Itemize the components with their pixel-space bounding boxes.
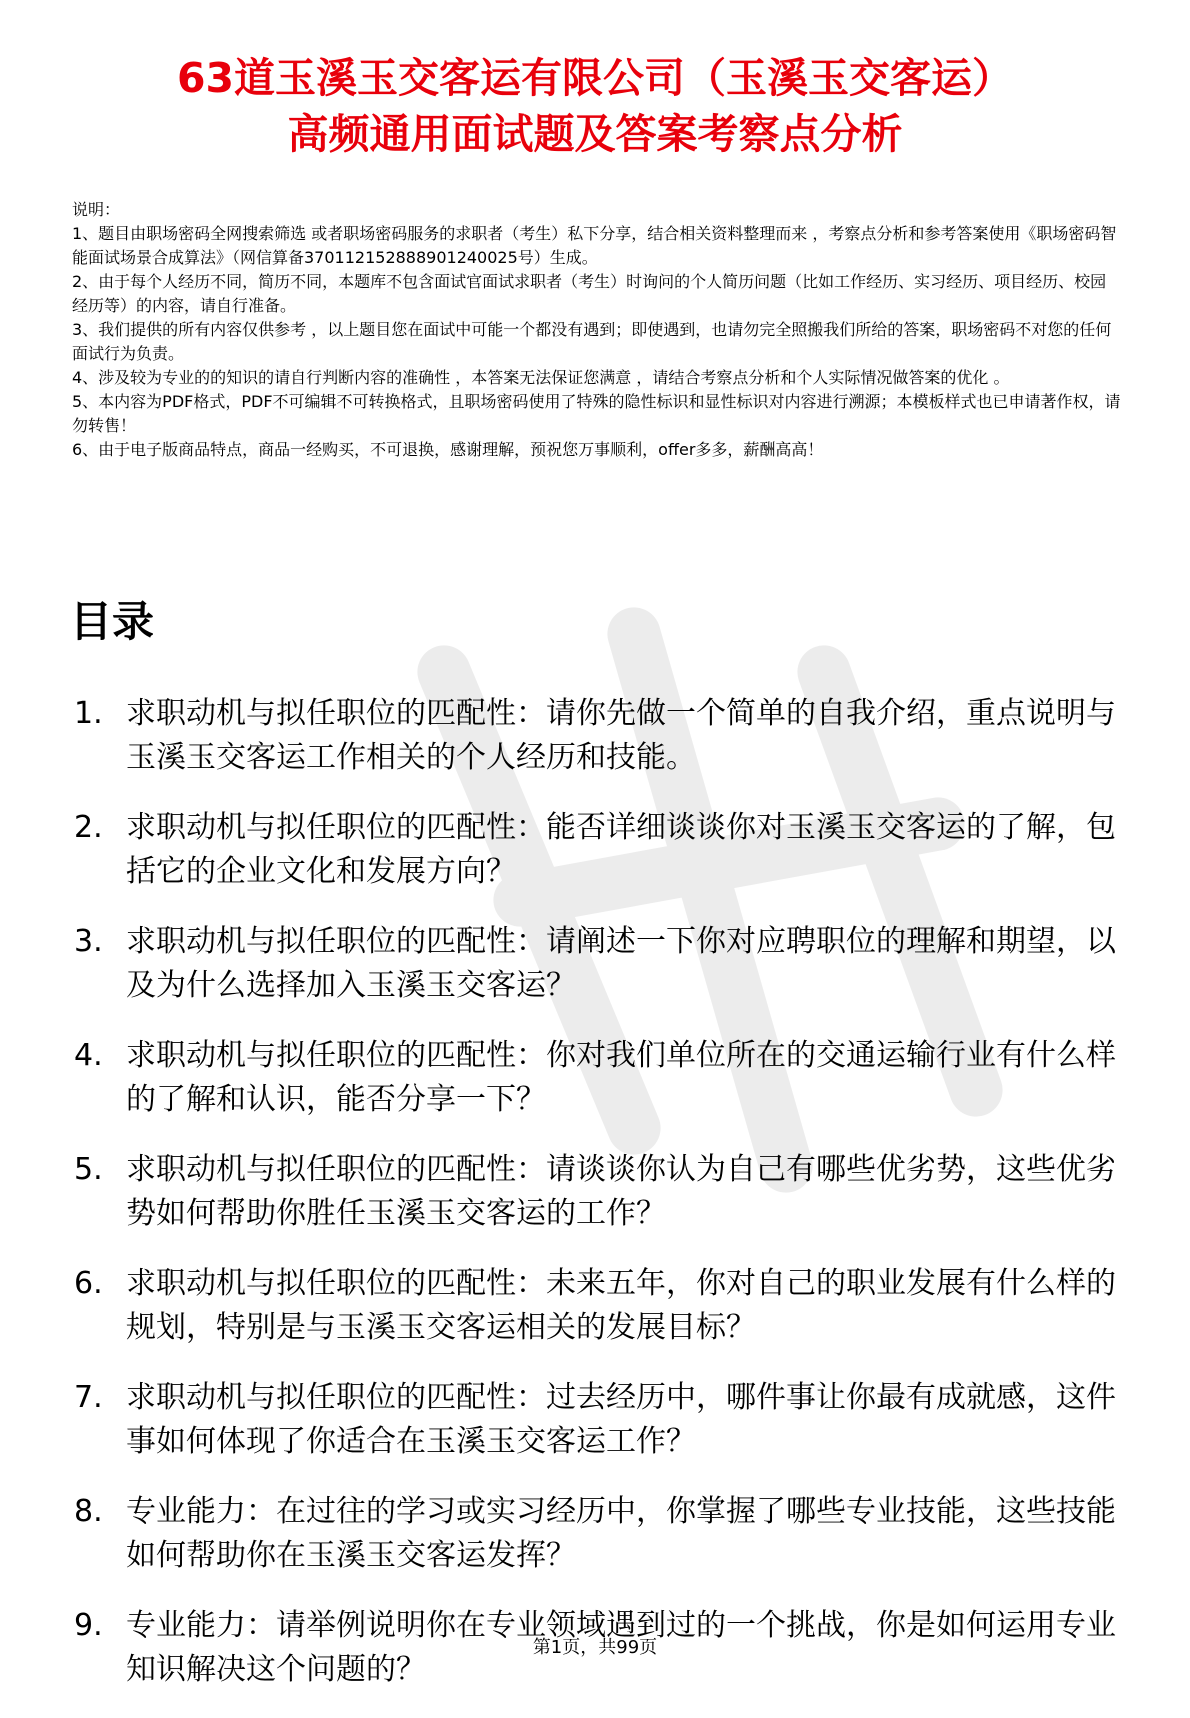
toc-item-text: 求职动机与拟任职位的匹配性：过去经历中，哪件事让你最有成就感，这件事如何体现了你适合在玉溪玉交客运工作？ (126, 1380, 1116, 1459)
toc-item[interactable] (70, 920, 1130, 1008)
toc-item-text: 求职动机与拟任职位的匹配性：未来五年，你对自己的职业发展有什么样的规划，特别是与玉溪玉交客运相关的发展目标？ (126, 1266, 1116, 1345)
toc-item-number: 6. (74, 1266, 103, 1301)
toc-item-text: 求职动机与拟任职位的匹配性：请阐述一下你对应聘职位的理解和期望，以及为什么选择加入玉溪玉交客运？ (126, 924, 1116, 1003)
instruction-item: 3、我们提供的所有内容仅供参考 ，以上题目您在面试中可能一个都没有遇到；即使遇到，也请勿完全照搬我们所给的答案，职场密码不对您的任何面试行为负责。 (72, 320, 1112, 363)
toc-item-number: 2. (74, 810, 103, 845)
toc-item[interactable] (70, 1262, 1130, 1350)
instruction-item: 6、由于电子版商品特点，商品一经购买，不可退换，感谢理解，预祝您万事顺利，offer多多，薪酬高高！ (72, 440, 824, 459)
title-line-1: 63道玉溪玉交客运有限公司（玉溪玉交客运） (176, 54, 1014, 102)
toc-item[interactable] (70, 1034, 1130, 1122)
instructions-heading: 说明： (72, 200, 121, 219)
toc-item-number: 4. (74, 1038, 103, 1073)
instructions (72, 198, 1122, 462)
toc-item[interactable] (70, 1490, 1130, 1578)
toc-item-text: 求职动机与拟任职位的匹配性：请谈谈你认为自己有哪些优劣势，这些优劣势如何帮助你胜任玉溪玉交客运的工作？ (126, 1152, 1116, 1231)
toc-item-text: 专业能力：在过往的学习或实习经历中，你掌握了哪些专业技能，这些技能如何帮助你在玉溪玉交客运发挥？ (126, 1494, 1116, 1573)
toc-item-number: 8. (74, 1494, 103, 1529)
instruction-item: 5、本内容为PDF格式，PDF不可编辑不可转换格式，且职场密码使用了特殊的隐性标识和显性标识对内容进行溯源；本模板样式也已申请著作权，请勿转售！ (72, 392, 1121, 435)
toc-item-number: 9. (74, 1608, 103, 1643)
table-of-contents (70, 692, 1130, 1718)
toc-item[interactable] (70, 1148, 1130, 1236)
toc-item-number: 3. (74, 924, 103, 959)
toc-item[interactable] (70, 1376, 1130, 1464)
page-footer: 第1页，共99页 (532, 1637, 658, 1658)
instruction-item: 4、涉及较为专业的的知识的请自行判断内容的准确性 ，本答案无法保证您满意 ，请结合考察点分析和个人实际情况做答案的优化 。 (72, 368, 1010, 387)
toc-item-text: 求职动机与拟任职位的匹配性：你对我们单位所在的交通运输行业有什么样的了解和认识，能否分享一下？ (126, 1038, 1116, 1117)
toc-item-text: 求职动机与拟任职位的匹配性：请你先做一个简单的自我介绍，重点说明与玉溪玉交客运工作相关的个人经历和技能。 (126, 696, 1116, 775)
toc-item-text: 求职动机与拟任职位的匹配性：能否详细谈谈你对玉溪玉交客运的了解，包括它的企业文化和发展方向？ (126, 810, 1116, 889)
toc-item[interactable] (70, 806, 1130, 894)
toc-heading: 目录 (70, 597, 155, 646)
toc-item-text: 专业能力：请举例说明你在专业领域遇到过的一个挑战，你是如何运用专业知识解决这个问题的？ (126, 1608, 1116, 1687)
title-line-2: 高频通用面试题及答案考察点分析 (287, 110, 903, 158)
instruction-item: 2、由于每个人经历不同，简历不同，本题库不包含面试官面试求职者（考生）时询问的个人简历问题（比如工作经历、实习经历、项目经历、校园经历等）的内容，请自行准备。 (72, 272, 1107, 315)
instruction-item: 1、题目由职场密码全网搜索筛选 或者职场密码服务的求职者（考生）私下分享，结合相关资料整理而来 ，考察点分析和参考答案使用《职场密码智能面试场景合成算法》（网信算备370112152888901240025号）生成。 (72, 224, 1117, 267)
toc-item-number: 7. (74, 1380, 103, 1415)
toc-item[interactable] (70, 692, 1130, 780)
toc-item-number: 1. (74, 696, 103, 731)
toc-item-number: 5. (74, 1152, 103, 1187)
document-title (60, 50, 1130, 162)
